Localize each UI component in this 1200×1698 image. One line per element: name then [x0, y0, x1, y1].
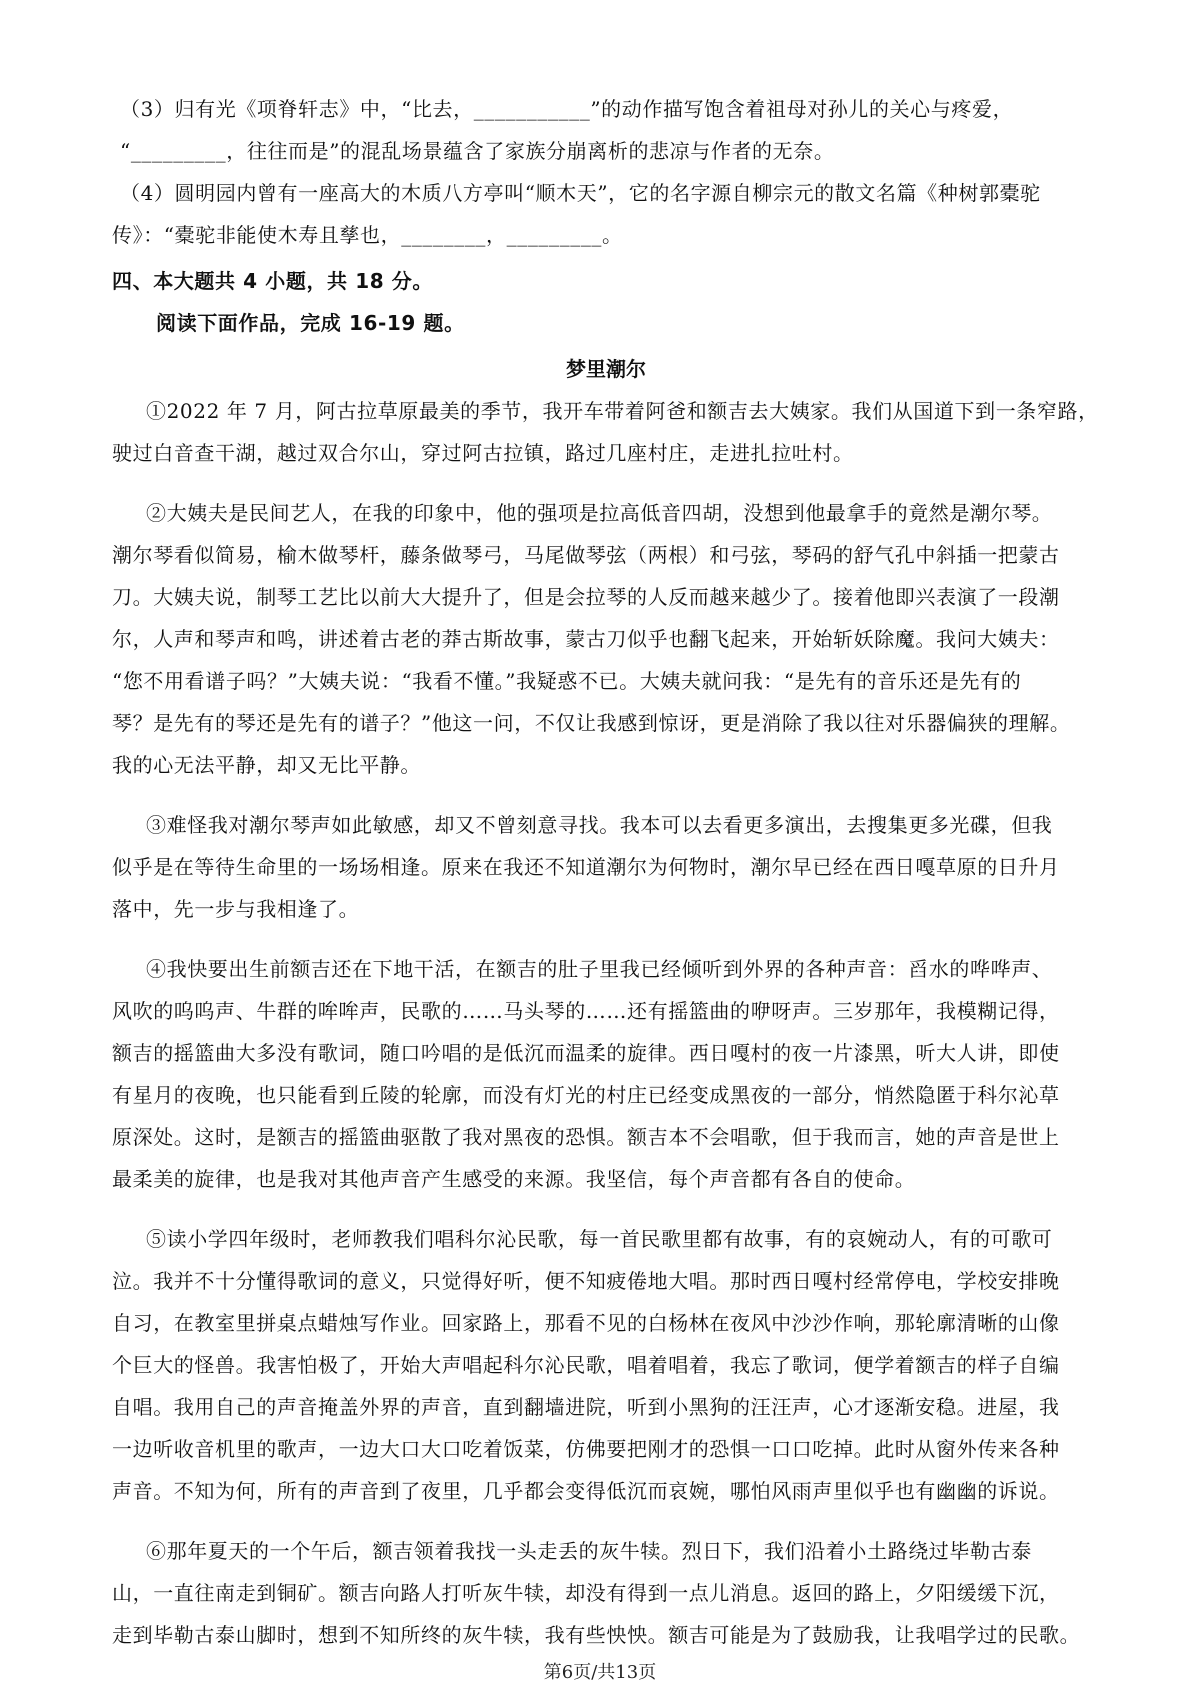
question-4-line-2: 传》：“橐驼非能使木寿且孳也，________，_________。 — [112, 223, 623, 247]
article-paragraph — [112, 1218, 1100, 1512]
paragraph-line: 自唱。我用自己的声音掩盖外界的声音，直到翻墙进院，听到小黑狗的汪汪声，心才逐渐安稳。进屋，我 — [112, 1395, 1060, 1419]
paragraph-line: 一边听收音机里的歌声，一边大口大口吃着饭菜，仿佛要把刚才的恐惧一口口吃掉。此时从窗外传来各种 — [112, 1437, 1060, 1461]
paragraph-line: 尔，人声和琴声和鸣，讲述着古老的莽古斯故事，蒙古刀似乎也翻飞起来，开始斩妖除魔。我问大姨夫： — [112, 627, 1060, 651]
page-content — [112, 88, 1100, 1674]
question-3 — [112, 88, 1100, 172]
paragraph-line: 最柔美的旋律，也是我对其他声音产生感受的来源。我坚信，每个声音都有各自的使命。 — [112, 1167, 916, 1191]
paragraph-line: 刀。大姨夫说，制琴工艺比以前大大提升了，但是会拉琴的人反而越来越少了。接着他即兴表演了一段潮 — [112, 585, 1060, 609]
paragraph-line: 落中，先一步与我相逢了。 — [112, 897, 360, 921]
reading-instruction: 阅读下面作品，完成 16-19 题。 — [156, 311, 465, 335]
paragraph-line: 泣。我并不十分懂得歌词的意义，只觉得好听，便不知疲倦地大唱。那时西日嘎村经常停电，学校安排晚 — [112, 1269, 1060, 1293]
paragraph-line: “您不用看谱子吗？”大姨夫说：“我看不懂。”我疑惑不已。大姨夫就问我：“是先有的音乐还是先有的 — [112, 669, 1022, 693]
article-paragraph — [112, 390, 1100, 474]
paragraph-line: ⑥那年夏天的一个午后，额吉领着我找一头走丢的灰牛犊。烈日下，我们沿着小土路绕过毕勒古泰 — [146, 1539, 1032, 1563]
question-4 — [112, 172, 1100, 256]
paragraph-line: 个巨大的怪兽。我害怕极了，开始大声唱起科尔沁民歌，唱着唱着，我忘了歌词，便学着额吉的样子自编 — [112, 1353, 1060, 1377]
paragraph-line: 驶过白音查干湖，越过双合尔山，穿过阿古拉镇，路过几座村庄，走进扎拉吐村。 — [112, 441, 854, 465]
article-paragraph — [112, 804, 1100, 930]
paragraph-line: 走到毕勒古泰山脚时，想到不知所终的灰牛犊，我有些怏怏。额吉可能是为了鼓励我，让我唱学过的民歌。 — [112, 1623, 1081, 1647]
paragraph-line: 山，一直往南走到铜矿。额吉向路人打听灰牛犊，却没有得到一点儿消息。返回的路上，夕阳缓缓下沉， — [112, 1581, 1060, 1605]
paragraph-line: ⑤读小学四年级时，老师教我们唱科尔沁民歌，每一首民歌里都有故事，有的哀婉动人，有的可歌可 — [146, 1227, 1053, 1251]
paragraph-line: 原深处。这时，是额吉的摇篮曲驱散了我对黑夜的恐惧。额吉本不会唱歌，但于我而言，她的声音是世上 — [112, 1125, 1060, 1149]
paragraph-line: 声音。不知为何，所有的声音到了夜里，几乎都会变得低沉而哀婉，哪怕风雨声里似乎也有幽幽的诉说。 — [112, 1479, 1060, 1503]
article-paragraph — [112, 948, 1100, 1200]
section-heading: 四、本大题共 4 小题，共 18 分。 — [112, 269, 433, 293]
paragraph-line: 风吹的呜呜声、牛群的哞哞声，民歌的……马头琴的……还有摇篮曲的咿呀声。三岁那年，我模糊记得， — [112, 999, 1060, 1023]
page-number: 第6页/共13页 — [543, 1662, 657, 1683]
paragraph-line: ④我快要出生前额吉还在下地干活，在额吉的肚子里我已经倾听到外界的各种声音：舀水的哗哗声、 — [146, 957, 1053, 981]
article-title: 梦里潮尔 — [566, 357, 646, 381]
paragraph-line: 额吉的摇篮曲大多没有歌词，随口吟唱的是低沉而温柔的旋律。西日嘎村的夜一片漆黑，听大人讲，即使 — [112, 1041, 1060, 1065]
paragraph-line: 潮尔琴看似简易，榆木做琴杆，藤条做琴弓，马尾做琴弦（两根）和弓弦，琴码的舒气孔中斜插一把蒙古 — [112, 543, 1060, 567]
article-body — [112, 390, 1100, 1656]
article-paragraph — [112, 492, 1100, 786]
question-3-line-1: （3）归有光《项脊轩志》中，“比去，___________”的动作描写饱含着祖母对孙儿的关心与疼爱， — [120, 97, 1014, 121]
paragraph-line: 有星月的夜晚，也只能看到丘陵的轮廓，而没有灯光的村庄已经变成黑夜的一部分，悄然隐匿于科尔沁草 — [112, 1083, 1060, 1107]
paragraph-line: 琴？是先有的琴还是先有的谱子？”他这一问，不仅让我感到惊讶，更是消除了我以往对乐器偏狭的理解。 — [112, 711, 1071, 735]
paragraph-line: 似乎是在等待生命里的一场场相逢。原来在我还不知道潮尔为何物时，潮尔早已经在西日嘎草原的日升月 — [112, 855, 1060, 879]
article-paragraph — [112, 1530, 1100, 1656]
question-3-line-2: “_________，往往而是”的混乱场景蕴含了家族分崩离析的悲凉与作者的无奈。 — [120, 139, 835, 163]
paragraph-line: 自习，在教室里拼桌点蜡烛写作业。回家路上，那看不见的白杨林在夜风中沙沙作响，那轮廓清晰的山像 — [112, 1311, 1060, 1335]
paragraph-line: ③难怪我对潮尔琴声如此敏感，却又不曾刻意寻找。我本可以去看更多演出，去搜集更多光碟，但我 — [146, 813, 1053, 837]
question-4-line-1: （4）圆明园内曾有一座高大的木质八方亭叫“顺木天”，它的名字源自柳宗元的散文名篇《种树郭橐驼 — [120, 181, 1041, 205]
paragraph-line: ①2022 年 7 月，阿古拉草原最美的季节，我开车带着阿爸和额吉去大姨家。我们从国道下到一条窄路， — [146, 399, 1099, 423]
paragraph-line: 我的心无法平静，却又无比平静。 — [112, 753, 421, 777]
paragraph-line: ②大姨夫是民间艺人，在我的印象中，他的强项是拉高低音四胡，没想到他最拿手的竟然是潮尔琴。 — [146, 501, 1053, 525]
